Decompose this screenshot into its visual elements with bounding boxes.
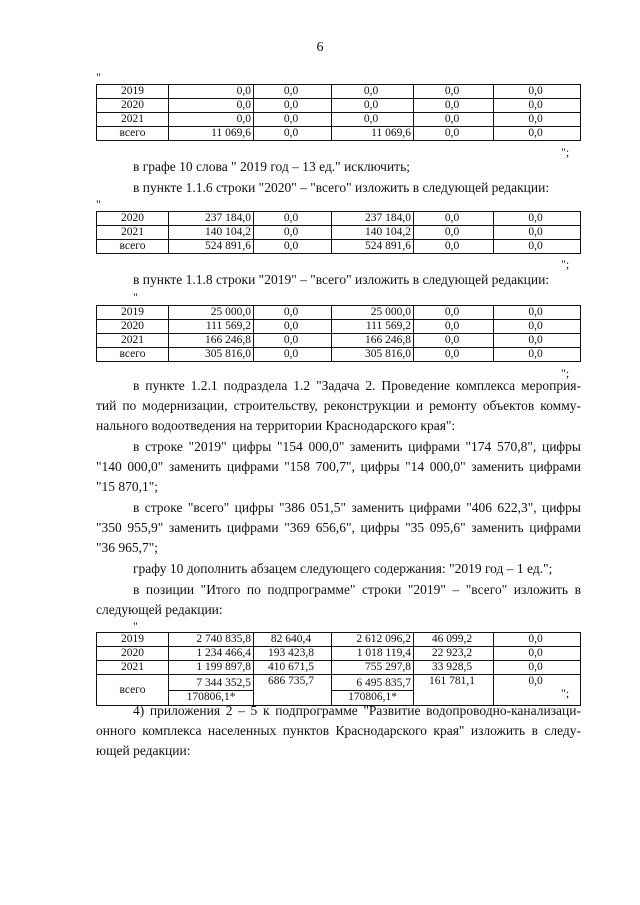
value-cell: 0,0 <box>254 348 332 362</box>
year-cell: 2021 <box>97 334 169 348</box>
value-cell: 82 640,4 <box>254 633 332 647</box>
value-cell: 0,0 <box>414 99 494 113</box>
value-cell: 166 246,8 <box>332 334 414 348</box>
value-cell: 0,0 <box>494 647 581 661</box>
value-cell: 140 104,2 <box>332 226 414 240</box>
value-cell: 0,0 <box>494 320 581 334</box>
value-cell: 2 740 835,8 <box>169 633 254 647</box>
value-cell: 161 781,1 <box>414 675 494 706</box>
value-cell: 33 928,5 <box>414 661 494 675</box>
year-cell: 2019 <box>97 85 169 99</box>
value-cell: 7 344 352,5 <box>196 676 251 689</box>
value-cell: 0,0 <box>414 113 494 127</box>
value-cell: 524 891,6 <box>332 240 414 254</box>
quote-open-mark: " <box>96 70 101 84</box>
value-cell: 1 234 466,4 <box>169 647 254 661</box>
value-cell: 0,0 <box>414 306 494 320</box>
value-cell: 410 671,5 <box>254 661 332 675</box>
value-cell: 11 069,6 <box>169 127 254 141</box>
value-cell: 0,0 <box>414 212 494 226</box>
value-cell-stacked <box>169 675 254 706</box>
paragraph-line: в строке "2019" цифры "154 000,0" заменить цифрами "174 570,8", цифры <box>133 439 581 454</box>
page-number: 6 <box>316 40 324 55</box>
year-cell: 2020 <box>97 99 169 113</box>
value-cell: 0,0 <box>494 675 581 706</box>
year-cell: 2020 <box>97 320 169 334</box>
quote-open-mark: " <box>133 619 138 633</box>
value-cell: 25 000,0 <box>332 306 414 320</box>
value-cell: 0,0 <box>414 127 494 141</box>
value-cell: 111 569,2 <box>169 320 254 334</box>
table-row <box>97 306 581 320</box>
paragraph-line: "15 870,1"; <box>96 479 159 494</box>
value-cell: 0,0 <box>494 306 581 320</box>
table-row <box>97 212 581 226</box>
value-cell: 1 018 119,4 <box>332 647 414 661</box>
value-cell: 0,0 <box>254 320 332 334</box>
paragraph-line: "350 955,9" заменить цифрами "369 656,6", цифры "35 095,6" заменить цифрами <box>96 520 581 535</box>
year-cell: 2021 <box>97 226 169 240</box>
table-row <box>97 661 581 675</box>
value-cell: 0,0 <box>414 320 494 334</box>
year-cell: 2020 <box>97 647 169 661</box>
paragraph-line: "140 000,0" заменить цифрами "158 700,7", цифры "14 000,0" заменить цифрами <box>96 459 581 474</box>
value-cell: 305 816,0 <box>332 348 414 362</box>
quote-close-mark: "; <box>561 686 570 700</box>
value-cell-stacked <box>332 675 414 706</box>
table-row <box>97 85 581 99</box>
quote-close-mark: "; <box>561 366 570 380</box>
table-row <box>97 348 581 362</box>
value-cell: 111 569,2 <box>332 320 414 334</box>
year-cell: всего <box>97 127 169 141</box>
paragraph-line: в строке "всего" цифры "386 051,5" заменить цифрами "406 622,3", цифры <box>133 500 581 515</box>
value-cell: 0,0 <box>332 113 414 127</box>
value-cell: 0,0 <box>494 661 581 675</box>
table-row <box>97 334 581 348</box>
year-cell: 2021 <box>97 113 169 127</box>
value-cell: 25 000,0 <box>169 306 254 320</box>
quote-open-mark: " <box>133 290 138 304</box>
paragraph-line: тий по модернизации, строительству, реконструкции и ремонту объектов комму- <box>96 398 581 413</box>
table-row <box>97 99 581 113</box>
paragraph-line: "36 965,7"; <box>96 540 159 555</box>
value-cell: 0,0 <box>494 240 581 254</box>
value-cell: 0,0 <box>494 334 581 348</box>
table-3 <box>96 305 581 362</box>
value-cell: 2 612 096,2 <box>332 633 414 647</box>
quote-close-mark: "; <box>561 145 570 159</box>
table-row <box>97 675 581 706</box>
value-cell: 755 297,8 <box>332 661 414 675</box>
paragraph-line: в пункте 1.2.1 подраздела 1.2 "Задача 2. Проведение комплекса мероприя- <box>133 378 581 393</box>
value-cell: 0,0 <box>494 113 581 127</box>
paragraph-line: 4) приложения 2 – 5 к подпрограмме "Развитие водопроводно-канализаци- <box>133 703 581 718</box>
table-row <box>97 240 581 254</box>
table-4 <box>96 632 581 706</box>
value-cell: 0,0 <box>254 113 332 127</box>
paragraph-line: графу 10 дополнить абзацем следующего содержания: "2019 год – 1 ед."; <box>133 561 553 576</box>
value-cell: 11 069,6 <box>332 127 414 141</box>
value-cell: 0,0 <box>254 85 332 99</box>
year-cell: всего <box>97 675 169 706</box>
year-cell: 2019 <box>97 306 169 320</box>
quote-close-mark: "; <box>561 257 570 271</box>
value-cell: 140 104,2 <box>169 226 254 240</box>
quote-open-mark: " <box>96 197 101 211</box>
value-cell: 170806,1* <box>169 690 253 704</box>
paragraph-line: онного комплекса населенных пунктов Краснодарского края" изложить в следу- <box>96 723 581 738</box>
value-cell: 0,0 <box>414 85 494 99</box>
value-cell: 1 199 897,8 <box>169 661 254 675</box>
value-cell: 0,0 <box>332 99 414 113</box>
value-cell: 0,0 <box>254 226 332 240</box>
value-cell: 0,0 <box>494 212 581 226</box>
value-cell: 0,0 <box>494 127 581 141</box>
value-cell: 193 423,8 <box>254 647 332 661</box>
table-1 <box>96 84 581 141</box>
value-cell: 0,0 <box>332 85 414 99</box>
value-cell: 46 099,2 <box>414 633 494 647</box>
table-row <box>97 633 581 647</box>
value-cell: 0,0 <box>494 633 581 647</box>
paragraph-line: следующей редакции: <box>96 602 223 617</box>
year-cell: 2021 <box>97 661 169 675</box>
value-cell: 170806,1* <box>332 690 413 704</box>
table-row <box>97 127 581 141</box>
value-cell: 0,0 <box>414 226 494 240</box>
paragraph-line: в позиции "Итого по подпрограмме" строки "2019" – "всего" изложить в <box>133 582 581 597</box>
value-cell: 0,0 <box>494 99 581 113</box>
value-cell: 0,0 <box>254 99 332 113</box>
table-2 <box>96 211 581 254</box>
table-row <box>97 320 581 334</box>
value-cell: 0,0 <box>254 212 332 226</box>
table-row <box>97 226 581 240</box>
value-cell: 305 816,0 <box>169 348 254 362</box>
year-cell: всего <box>97 240 169 254</box>
value-cell: 0,0 <box>169 99 254 113</box>
value-cell: 0,0 <box>414 348 494 362</box>
table-row <box>97 647 581 661</box>
value-cell: 524 891,6 <box>169 240 254 254</box>
value-cell: 0,0 <box>254 240 332 254</box>
value-cell: 0,0 <box>494 85 581 99</box>
paragraph-text: в пункте 1.1.6 строки "2020" – "всего" изложить в следующей редакции: <box>133 180 550 195</box>
paragraph-line: нального водоотведения на территории Краснодарского края": <box>96 418 456 433</box>
value-cell: 0,0 <box>414 240 494 254</box>
paragraph-text: в графе 10 слова " 2019 год – 13 ед." исключить; <box>133 159 410 174</box>
value-cell: 0,0 <box>494 348 581 362</box>
table-row <box>97 113 581 127</box>
year-cell: всего <box>97 348 169 362</box>
year-cell: 2020 <box>97 212 169 226</box>
value-cell: 0,0 <box>254 127 332 141</box>
value-cell: 0,0 <box>169 113 254 127</box>
value-cell: 0,0 <box>414 334 494 348</box>
value-cell: 237 184,0 <box>169 212 254 226</box>
value-cell: 237 184,0 <box>332 212 414 226</box>
value-cell: 6 495 835,7 <box>356 676 411 689</box>
value-cell: 686 735,7 <box>254 675 332 706</box>
year-cell: 2019 <box>97 633 169 647</box>
value-cell: 22 923,2 <box>414 647 494 661</box>
value-cell: 0,0 <box>494 226 581 240</box>
value-cell: 0,0 <box>254 306 332 320</box>
value-cell: 166 246,8 <box>169 334 254 348</box>
paragraph-line: ющей редакции: <box>96 743 191 758</box>
value-cell: 0,0 <box>254 334 332 348</box>
value-cell: 0,0 <box>169 85 254 99</box>
paragraph-text: в пункте 1.1.8 строки "2019" – "всего" изложить в следующей редакции: <box>133 272 550 287</box>
